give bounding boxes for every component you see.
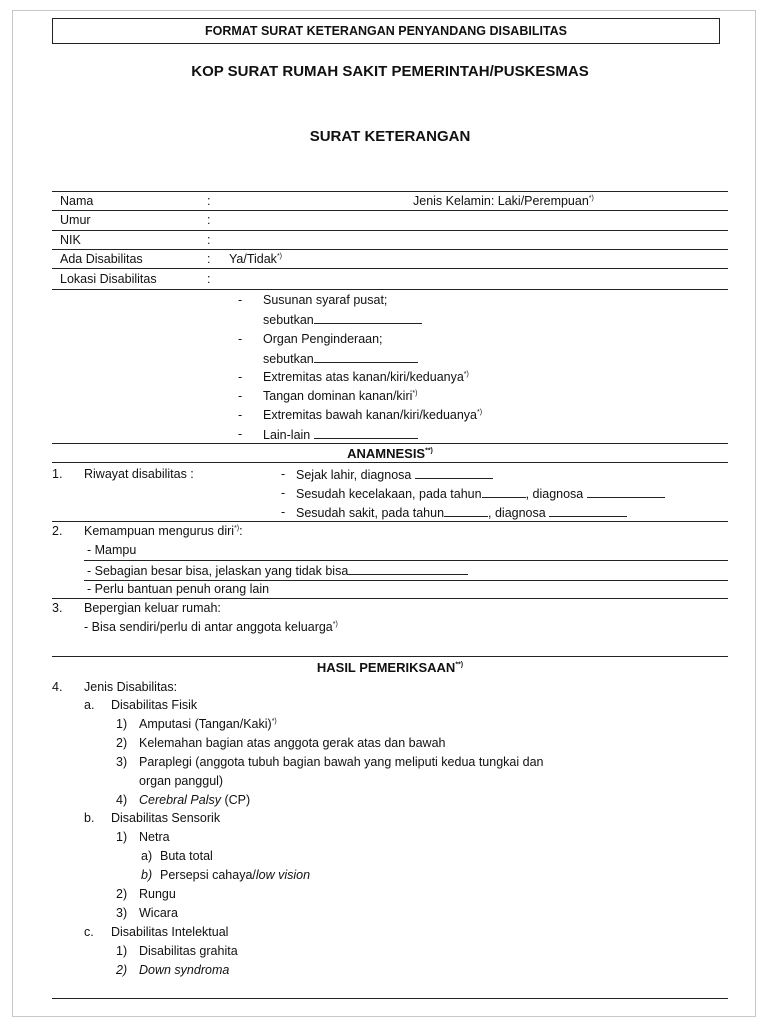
dash: - [281,467,286,481]
rule [52,268,728,269]
label-nama: Nama [60,194,94,208]
fisik-paraplegi-cont: organ panggul) [139,774,224,788]
riwayat-label: Riwayat disabilitas : [84,467,194,481]
colon: : [207,233,211,247]
intelektual-down-syndroma: Down syndroma [139,963,230,977]
colon: : [207,252,211,266]
colon: : [207,194,211,208]
kemampuan-sebagian: - Sebagian besar bisa, jelaskan yang tidak bisa [87,563,468,579]
dash: - [238,293,243,307]
rule [52,191,728,192]
num-2: 2. [52,524,63,538]
riwayat-sejak: Sejak lahir, diagnosa [296,467,493,483]
dash: - [281,486,286,500]
sebutkan-2: sebutkan [263,351,418,367]
intelektual-label: Disabilitas Intelektual [111,925,229,939]
num-1: 1. [52,467,63,481]
kemampuan-mampu: - Mampu [87,543,137,557]
letter-b: b. [84,811,95,825]
dash: - [238,408,243,422]
format-title: FORMAT SURAT KETERANGAN PENYANDANG DISABILITAS [204,24,568,38]
num: 3) [116,755,128,769]
netra-low-vision: Persepsi cahaya/low vision [160,868,311,882]
num: 1) [116,944,128,958]
dash: - [238,389,243,403]
kop-title: KOP SURAT RUMAH SAKIT PEMERINTAH/PUSKESMAS [191,63,589,80]
fisik-label: Disabilitas Fisik [111,698,198,712]
rule [52,598,728,599]
rule [84,560,728,561]
rule [52,249,728,250]
doc-title: SURAT KETERANGAN [309,128,471,145]
kemampuan-perlu: - Perlu bantuan penuh orang lain [87,582,270,596]
item-ext-atas: Extremitas atas kanan/kiri/keduanya*) [263,370,469,384]
bepergian-label: Bepergian keluar rumah: [84,601,221,615]
num: 3) [116,906,128,920]
label-umur: Umur [60,213,91,227]
label-lokasi: Lokasi Disabilitas [60,272,157,286]
num: 4) [116,793,128,807]
fisik-amputasi: Amputasi (Tangan/Kaki)*) [139,717,277,731]
format-title-box [52,18,720,44]
colon: : [207,213,211,227]
num: 2) [116,736,128,750]
item-syaraf: Susunan syaraf pusat; [263,293,388,307]
num-3: 3. [52,601,63,615]
bepergian-bisa: - Bisa sendiri/perlu di antar anggota keluarga*) [84,620,338,634]
dash: - [238,332,243,346]
rule [52,521,728,522]
dash: - [281,505,286,519]
num: b) [141,868,153,882]
num: 2) [116,887,128,901]
rule [52,462,728,463]
sensorik-netra: Netra [139,830,170,844]
num: 1) [116,717,128,731]
rule [52,210,728,211]
num-4: 4. [52,680,63,694]
colon: : [207,272,211,286]
dash: - [238,370,243,384]
anamnesis-title: ANAMNESIS**) [347,446,433,461]
sensorik-rungu: Rungu [139,887,176,901]
item-organ: Organ Penginderaan; [263,332,383,346]
fisik-cp: Cerebral Palsy (CP) [139,793,251,807]
intelektual-grahita: Disabilitas grahita [139,944,238,958]
letter-c: c. [84,925,94,939]
rule [84,580,728,581]
hasil-title: HASIL PEMERIKSAAN**) [316,660,464,675]
dash: - [238,427,243,441]
kemampuan-label: Kemampuan mengurus diri*): [84,524,243,538]
fisik-kelemahan: Kelemahan bagian atas anggota gerak atas dan bawah [139,736,446,750]
num: a) [141,849,153,863]
rule [52,289,728,290]
netra-buta-total: Buta total [160,849,213,863]
rule [52,443,728,444]
num: 2) [116,963,128,977]
sensorik-wicara: Wicara [139,906,178,920]
ya-tidak: Ya/Tidak*) [229,252,282,266]
label-nik: NIK [60,233,81,247]
sebutkan-1: sebutkan [263,312,422,328]
item-lain: Lain-lain [263,427,418,443]
label-ada-disabilitas: Ada Disabilitas [60,252,143,266]
item-tangan: Tangan dominan kanan/kiri*) [263,389,418,403]
fisik-paraplegi: Paraplegi (anggota tubuh bagian bawah yang meliputi kedua tungkai dan [139,755,544,769]
letter-a: a. [84,698,95,712]
jenis-kelamin: Jenis Kelamin: Laki/Perempuan*) [413,194,594,208]
rule [52,230,728,231]
item-ext-bawah: Extremitas bawah kanan/kiri/keduanya*) [263,408,483,422]
num: 1) [116,830,128,844]
jenis-label: Jenis Disabilitas: [84,680,178,694]
riwayat-sakit: Sesudah sakit, pada tahun , diagnosa [296,505,627,521]
sensorik-label: Disabilitas Sensorik [111,811,221,825]
riwayat-kecelakaan: Sesudah kecelakaan, pada tahun , diagnosa [296,486,665,502]
rule [52,656,728,657]
rule [52,998,728,999]
